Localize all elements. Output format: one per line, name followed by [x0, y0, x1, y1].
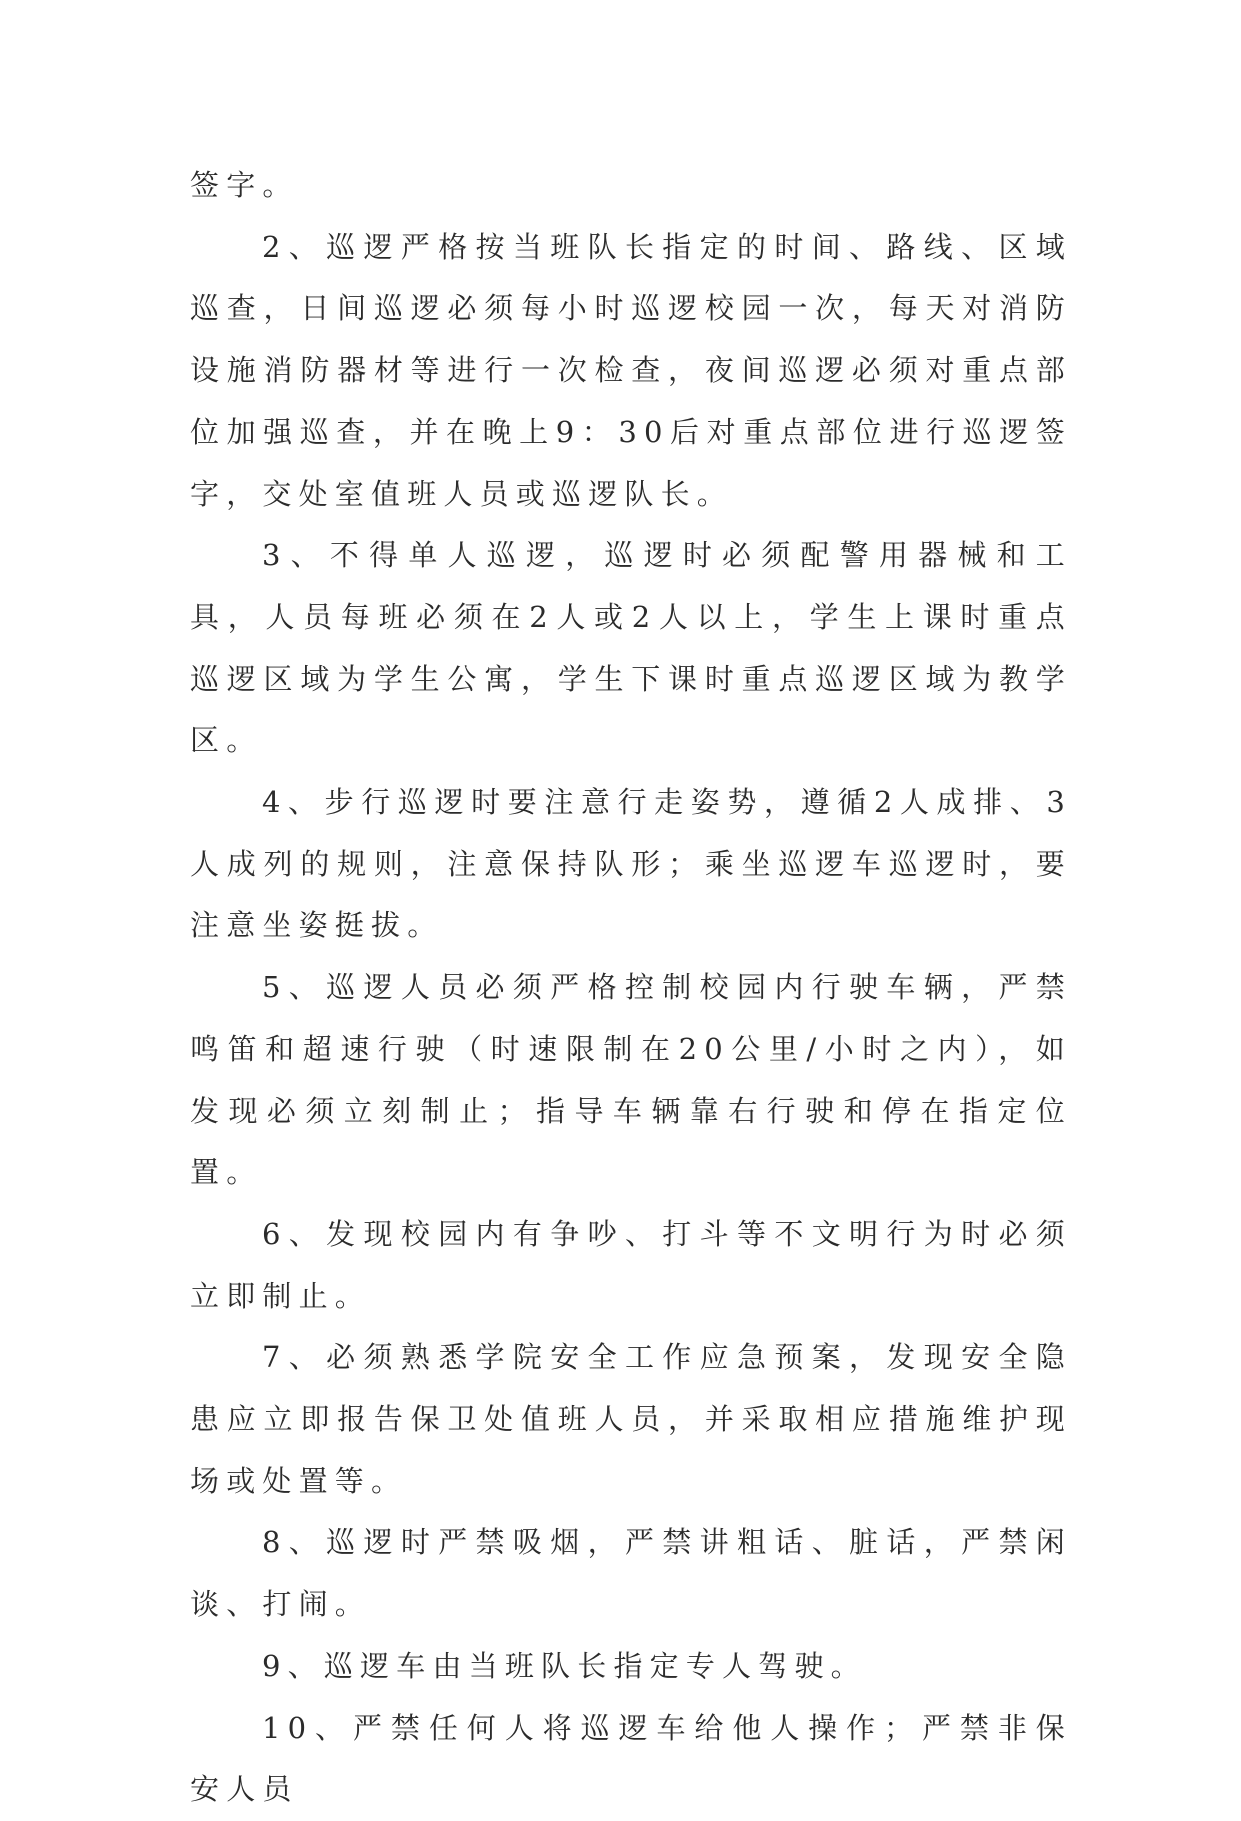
paragraph-continuation: 签字。 — [190, 168, 299, 202]
paragraph-item-10: 10、严禁任何人将巡逻车给他人操作；严禁非保安人员 — [190, 1710, 1072, 1807]
paragraph-item-4: 4、步行巡逻时要注意行走姿势，遵循2人成排、3人成列的规则，注意保持队形；乘坐巡逻车巡逻时，要注意坐姿挺拔。 — [190, 785, 1072, 943]
paragraph-item-2: 2、巡逻严格按当班队长指定的时间、路线、区域巡查，日间巡逻必须每小时巡逻校园一次，每天对消防设施消防器材等进行一次检查，夜间巡逻必须对重点部位加强巡查，并在晚上9：30后对重点部位进行巡逻签字，交处室值班人员或巡逻队长。 — [190, 229, 1072, 511]
paragraph-item-9: 9、巡逻车由当班队长指定专人驾驶。 — [262, 1648, 867, 1683]
paragraph-item-3: 3、不得单人巡逻，巡逻时必须配警用器械和工具，人员每班必须在2人或2人以上，学生上课时重点巡逻区域为学生公寓，学生下课时重点巡逻区域为教学区。 — [190, 538, 1072, 758]
document-body — [190, 155, 1072, 1821]
paragraph-item-8: 8、巡逻时严禁吸烟，严禁讲粗话、脏话，严禁闲谈、打闹。 — [190, 1525, 1072, 1622]
paragraph-item-6: 6、发现校园内有争吵、打斗等不文明行为时必须立即制止。 — [190, 1216, 1072, 1313]
paragraph-item-5: 5、巡逻人员必须严格控制校园内行驶车辆，严禁鸣笛和超速行驶（时速限制在20公里/小时之内），如发现必须立刻制止；指导车辆靠右行驶和停在指定位置。 — [190, 970, 1072, 1190]
paragraph-item-7: 7、必须熟悉学院安全工作应急预案，发现安全隐患应立即报告保卫处值班人员，并采取相应措施维护现场或处置等。 — [190, 1340, 1072, 1498]
